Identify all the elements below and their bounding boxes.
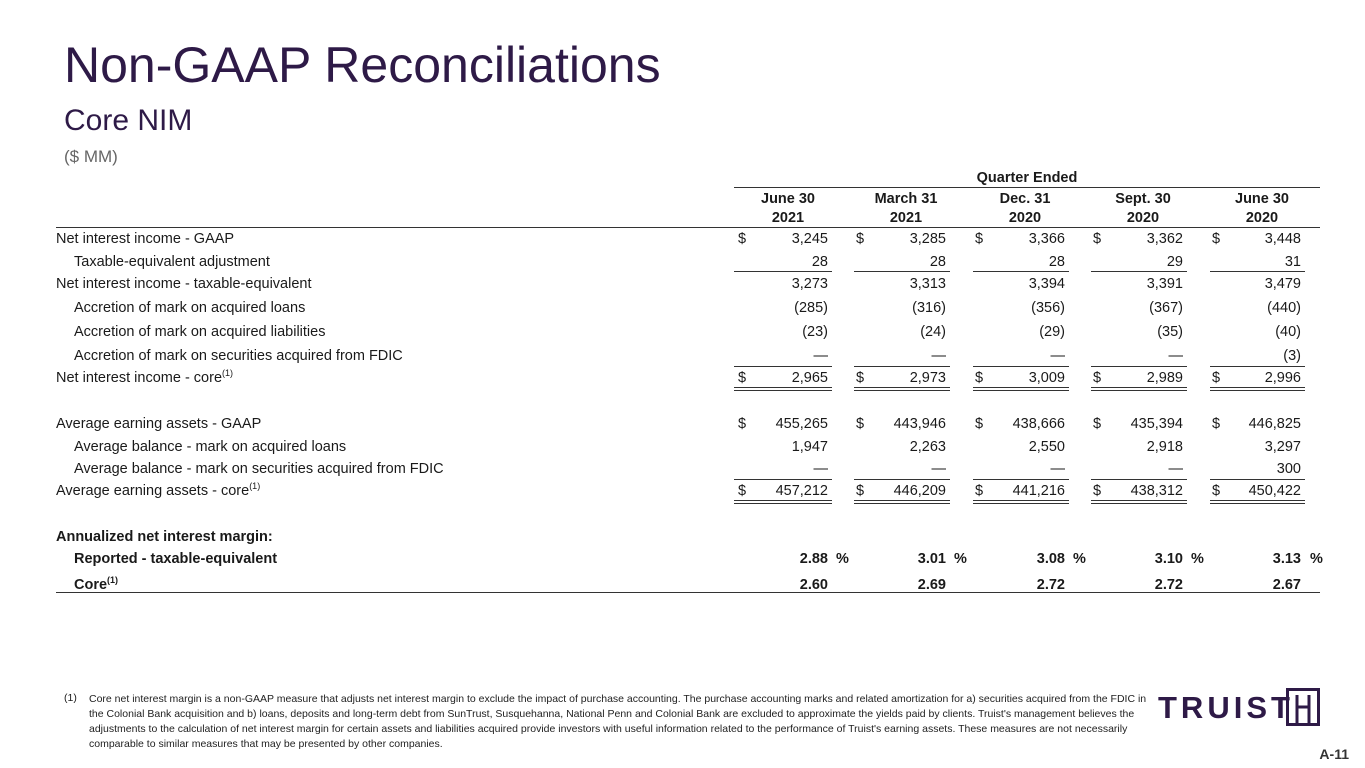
row-label bbox=[56, 370, 233, 386]
cell-value: 3,448 bbox=[1264, 231, 1301, 247]
table-row bbox=[56, 346, 1320, 366]
cell-value: 2.72 bbox=[1036, 577, 1065, 593]
percent-sign: % bbox=[1191, 551, 1204, 567]
cell-value: 3.13 bbox=[1272, 551, 1301, 567]
column-header-month: Sept. 30 bbox=[1115, 191, 1171, 207]
row-label-text: Accretion of mark on acquired loans bbox=[74, 300, 306, 316]
total-double-rule bbox=[734, 500, 832, 504]
dollar-sign: $ bbox=[975, 483, 984, 499]
truist-logo-mark-icon bbox=[1286, 688, 1320, 726]
column-header-month: June 30 bbox=[1235, 191, 1289, 207]
dollar-sign: $ bbox=[975, 416, 984, 432]
column-header bbox=[1208, 190, 1316, 228]
table-row bbox=[56, 368, 1320, 388]
row-label-text: Taxable-equivalent adjustment bbox=[74, 254, 270, 270]
subtotal-rule bbox=[1210, 479, 1305, 480]
subtotal-rule bbox=[1091, 271, 1187, 272]
subtotal-rule bbox=[973, 271, 1069, 272]
row-label bbox=[74, 254, 270, 270]
row-label bbox=[56, 416, 261, 432]
cell-value: 300 bbox=[1276, 461, 1301, 477]
column-header-year: 2021 bbox=[889, 210, 923, 226]
dollar-sign: $ bbox=[1093, 416, 1102, 432]
dollar-sign: $ bbox=[1212, 370, 1221, 386]
cell-value: 438,312 bbox=[1130, 483, 1183, 499]
cell-value: 28 bbox=[811, 254, 828, 270]
cell-value: 3,313 bbox=[909, 276, 946, 292]
subtotal-rule bbox=[1210, 271, 1305, 272]
row-label-text: Accretion of mark on acquired liabilities bbox=[74, 324, 326, 340]
cell-value: (23) bbox=[802, 324, 828, 340]
cell-value: 2,989 bbox=[1146, 370, 1183, 386]
cell-value: 435,394 bbox=[1130, 416, 1183, 432]
cell-value: — bbox=[813, 461, 828, 477]
total-double-rule bbox=[1210, 500, 1305, 504]
row-label-text: Net interest income - GAAP bbox=[56, 231, 235, 247]
table-bottom-rule bbox=[56, 592, 1320, 593]
row-label bbox=[74, 348, 403, 364]
total-double-rule bbox=[854, 500, 950, 504]
percent-sign: % bbox=[836, 551, 849, 567]
cell-value: 1,947 bbox=[791, 439, 828, 455]
total-double-rule bbox=[973, 500, 1069, 504]
percent-sign: % bbox=[1073, 551, 1086, 567]
row-label-text: Average earning assets - GAAP bbox=[56, 416, 262, 432]
cell-value: 2,973 bbox=[909, 370, 946, 386]
cell-value: 31 bbox=[1284, 254, 1301, 270]
subtotal-rule bbox=[973, 479, 1069, 480]
column-header-year: 2020 bbox=[1245, 210, 1279, 226]
subtotal-rule bbox=[734, 271, 832, 272]
cell-value: 3,297 bbox=[1264, 439, 1301, 455]
page-number: A-11 bbox=[1319, 746, 1349, 762]
row-label bbox=[56, 483, 260, 499]
cell-value: 3,285 bbox=[909, 231, 946, 247]
row-label bbox=[74, 551, 277, 567]
row-label bbox=[74, 577, 118, 593]
cell-value: 2.72 bbox=[1154, 577, 1183, 593]
page-subtitle: Core NIM bbox=[64, 104, 193, 137]
dollar-sign: $ bbox=[738, 416, 747, 432]
dollar-sign: $ bbox=[738, 231, 747, 247]
total-double-rule bbox=[973, 387, 1069, 391]
row-label-text: Average balance - mark on securities acquired from FDIC bbox=[74, 461, 444, 477]
cell-value: 2.60 bbox=[799, 577, 828, 593]
row-label bbox=[74, 300, 305, 316]
footnote-ref: (1) bbox=[249, 481, 261, 491]
header-rule bbox=[56, 227, 1320, 228]
cell-value: (367) bbox=[1149, 300, 1183, 316]
row-label-text: Reported - taxable-equivalent bbox=[74, 551, 278, 567]
column-header-year: 2020 bbox=[1126, 210, 1160, 226]
subtotal-rule bbox=[1210, 366, 1305, 367]
dollar-sign: $ bbox=[1093, 231, 1102, 247]
subtotal-rule bbox=[854, 366, 950, 367]
dollar-sign: $ bbox=[738, 370, 747, 386]
dollar-sign: $ bbox=[738, 483, 747, 499]
table-row bbox=[56, 549, 1323, 569]
cell-value: 3,362 bbox=[1146, 231, 1183, 247]
dollar-sign: $ bbox=[1093, 370, 1102, 386]
row-label-text: Net interest income - taxable-equivalent bbox=[56, 276, 312, 292]
cell-value: (440) bbox=[1267, 300, 1301, 316]
cell-value: 2,918 bbox=[1146, 439, 1183, 455]
cell-value: (316) bbox=[912, 300, 946, 316]
column-header bbox=[1089, 190, 1197, 228]
subtotal-rule bbox=[734, 366, 832, 367]
row-label-text: Net interest income - core bbox=[56, 370, 223, 386]
cell-value: 443,946 bbox=[893, 416, 946, 432]
cell-value: 3,009 bbox=[1028, 370, 1065, 386]
page-title: Non-GAAP Reconciliations bbox=[64, 37, 661, 93]
dollar-sign: $ bbox=[975, 231, 984, 247]
cell-value: (356) bbox=[1031, 300, 1065, 316]
row-label-text: Accretion of mark on securities acquired from FDIC bbox=[74, 348, 403, 364]
row-label bbox=[74, 439, 346, 455]
column-header-month: June 30 bbox=[761, 191, 815, 207]
column-header-month: Dec. 31 bbox=[999, 191, 1051, 207]
cell-value: 455,265 bbox=[775, 416, 828, 432]
cell-value: 3,273 bbox=[791, 276, 828, 292]
dollar-sign: $ bbox=[1093, 483, 1102, 499]
cell-value: 446,825 bbox=[1248, 416, 1301, 432]
total-double-rule bbox=[1091, 387, 1187, 391]
cell-value: 438,666 bbox=[1012, 416, 1065, 432]
subtotal-rule bbox=[1091, 366, 1187, 367]
row-label bbox=[56, 231, 234, 247]
cell-value: 3,479 bbox=[1264, 276, 1301, 292]
row-label-text: Average earning assets - core bbox=[56, 483, 250, 499]
cell-value: (3) bbox=[1283, 348, 1301, 364]
row-label-text: Average balance - mark on acquired loans bbox=[74, 439, 347, 455]
row-label bbox=[74, 461, 444, 477]
logo-text: TRUIST bbox=[1158, 690, 1294, 725]
cell-value: 2.88 bbox=[799, 551, 828, 567]
table-row bbox=[56, 437, 1320, 457]
table-row bbox=[56, 298, 1320, 318]
dollar-sign: $ bbox=[856, 416, 865, 432]
column-header-year: 2021 bbox=[771, 210, 805, 226]
subtotal-rule bbox=[973, 366, 1069, 367]
cell-value: — bbox=[931, 348, 946, 364]
cell-value: — bbox=[1168, 348, 1183, 364]
dollar-sign: $ bbox=[856, 231, 865, 247]
cell-value: — bbox=[931, 461, 946, 477]
dollar-sign: $ bbox=[856, 483, 865, 499]
cell-value: 3,245 bbox=[791, 231, 828, 247]
cell-value: 28 bbox=[929, 254, 946, 270]
cell-value: 2,263 bbox=[909, 439, 946, 455]
total-double-rule bbox=[1091, 500, 1187, 504]
column-header bbox=[971, 190, 1079, 228]
table-row bbox=[56, 274, 1320, 294]
dollar-sign: $ bbox=[1212, 483, 1221, 499]
cell-value: (40) bbox=[1275, 324, 1301, 340]
cell-value: — bbox=[1050, 461, 1065, 477]
cell-value: 3,366 bbox=[1028, 231, 1065, 247]
column-header-month: March 31 bbox=[874, 191, 938, 207]
total-double-rule bbox=[734, 387, 832, 391]
row-label-text: Annualized net interest margin: bbox=[56, 529, 273, 545]
table-row bbox=[56, 459, 1320, 479]
row-label bbox=[56, 276, 312, 292]
cell-value: 29 bbox=[1166, 254, 1183, 270]
row-label bbox=[74, 324, 325, 340]
percent-sign: % bbox=[954, 551, 967, 567]
subtotal-rule bbox=[1091, 479, 1187, 480]
cell-value: 457,212 bbox=[775, 483, 828, 499]
cell-value: (35) bbox=[1157, 324, 1183, 340]
truist-logo bbox=[1158, 688, 1323, 728]
cell-value: (285) bbox=[794, 300, 828, 316]
units-label: ($ MM) bbox=[64, 147, 118, 166]
dollar-sign: $ bbox=[975, 370, 984, 386]
cell-value: — bbox=[1168, 461, 1183, 477]
table-row bbox=[56, 252, 1320, 272]
table-row bbox=[56, 481, 1320, 501]
table-row bbox=[56, 527, 1320, 547]
cell-value: — bbox=[813, 348, 828, 364]
dollar-sign: $ bbox=[1212, 231, 1221, 247]
dollar-sign: $ bbox=[856, 370, 865, 386]
table-row bbox=[56, 322, 1320, 342]
column-header-year: 2020 bbox=[1008, 210, 1042, 226]
footnote-ref: (1) bbox=[222, 368, 234, 378]
cell-value: 3.08 bbox=[1036, 551, 1065, 567]
column-header bbox=[852, 190, 960, 228]
cell-value: 2,550 bbox=[1028, 439, 1065, 455]
cell-value: 3.01 bbox=[917, 551, 946, 567]
total-double-rule bbox=[1210, 387, 1305, 391]
dollar-sign: $ bbox=[1212, 416, 1221, 432]
cell-value: 2,996 bbox=[1264, 370, 1301, 386]
subtotal-rule bbox=[854, 271, 950, 272]
subtotal-rule bbox=[854, 479, 950, 480]
cell-value: 3.10 bbox=[1154, 551, 1183, 567]
subtotal-rule bbox=[734, 479, 832, 480]
cell-value: (29) bbox=[1039, 324, 1065, 340]
row-label-text: Core bbox=[74, 577, 108, 593]
cell-value: 28 bbox=[1048, 254, 1065, 270]
percent-sign: % bbox=[1310, 551, 1323, 567]
cell-value: 3,391 bbox=[1146, 276, 1183, 292]
total-double-rule bbox=[854, 387, 950, 391]
footnote-text: Core net interest margin is a non-GAAP measure that adjusts net interest margin to exclude the impact of purchase accounting. The purchase accounting marks and related amortization for a) securities acquired from the FDIC in the Colonial Bank acquisition and b) loans, deposits and long-term debt from SunTrust, Susquehanna, National Penn and Colonial Bank are excluded to approximate the yields paid by clients. Truist's management believes the adjustments to the calculation of net interest margin for certain assets and liabilities acquired provide investors with useful information related to the performance of Truist's earning assets. These measures are not necessarily comparable to similar measures that may be presented by other companies. bbox=[89, 693, 1147, 750]
cell-value: 441,216 bbox=[1012, 483, 1065, 499]
cell-value: 2.69 bbox=[917, 577, 946, 593]
cell-value: (24) bbox=[920, 324, 946, 340]
footnote-mark: (1) bbox=[64, 692, 77, 704]
footnote-ref: (1) bbox=[107, 575, 119, 585]
cell-value: 450,422 bbox=[1248, 483, 1301, 499]
table-row bbox=[56, 414, 1320, 434]
cell-value: 446,209 bbox=[893, 483, 946, 499]
row-label bbox=[56, 529, 273, 545]
column-header bbox=[734, 190, 842, 228]
cell-value: 2.67 bbox=[1272, 577, 1301, 593]
cell-value: — bbox=[1050, 348, 1065, 364]
quarter-ended-header: Quarter Ended bbox=[734, 170, 1320, 188]
cell-value: 3,394 bbox=[1028, 276, 1065, 292]
table-row bbox=[56, 229, 1320, 249]
cell-value: 2,965 bbox=[791, 370, 828, 386]
